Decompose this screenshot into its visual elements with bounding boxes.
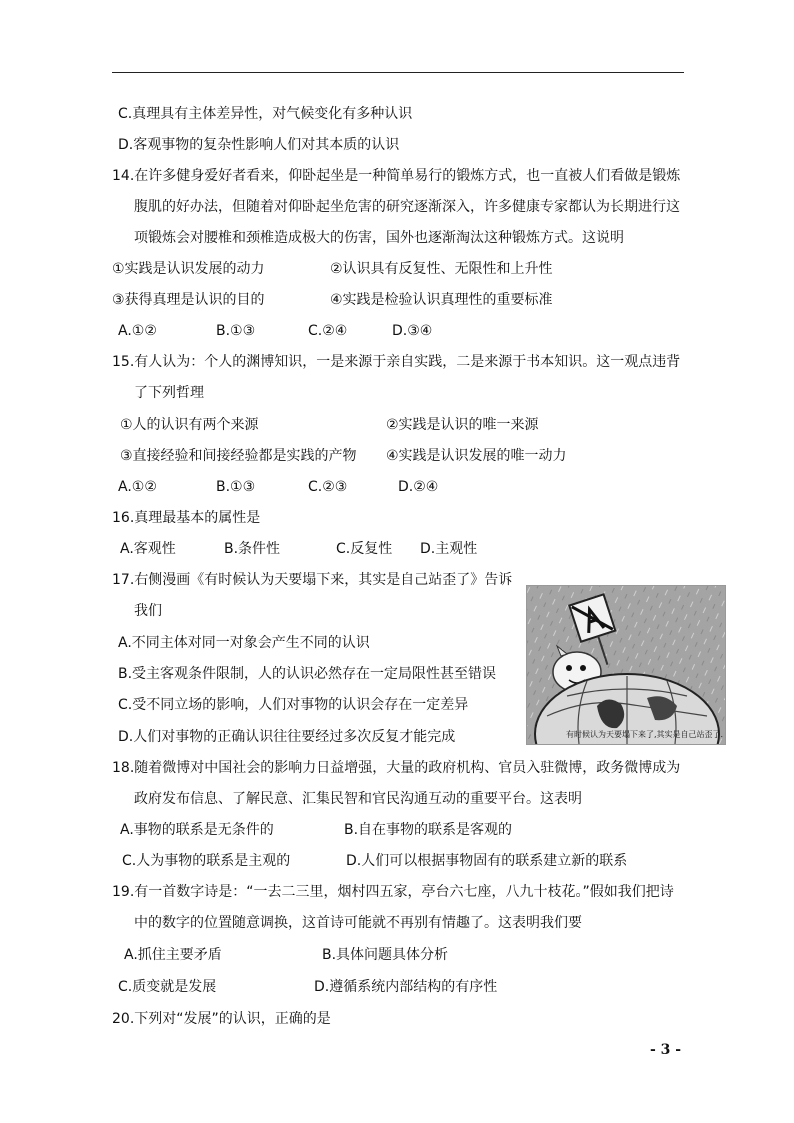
- option-19a: A.抓住主要矛盾: [124, 947, 222, 963]
- option-15a: A.①②: [118, 479, 157, 495]
- question-17-line-2: 我们: [134, 603, 162, 619]
- option-16d: D.主观性: [420, 541, 478, 557]
- statement-14-1: ①实践是认识发展的动力: [112, 261, 265, 277]
- question-14-line-3: 项锻炼会对腰椎和颈椎造成极大的伤害，国外也逐渐淘汰这种锻炼方式。这说明: [134, 230, 624, 246]
- option-17a: A.不同主体对同一对象会产生不同的认识: [118, 635, 370, 651]
- question-18-line-2: 政府发布信息、了解民意、汇集民智和官民沟通互动的重要平台。这表明: [134, 791, 582, 807]
- question-18-line-1: 18.随着微博对中国社会的影响力日益增强，大量的政府机构、官员入驻微博，政务微博成为: [112, 760, 681, 776]
- option-15c: C.②③: [308, 479, 348, 495]
- option-15d: D.②④: [398, 479, 439, 495]
- page-number: - 3 -: [650, 1042, 682, 1058]
- option-17b: B.受主客观条件限制，人的认识必然存在一定局限性甚至错误: [118, 666, 497, 682]
- statement-15-2: ②实践是认识的唯一来源: [386, 417, 539, 433]
- question-14-line-1: 14.在许多健身爱好者看来，仰卧起坐是一种简单易行的锻炼方式，也一直被人们看做是锻炼: [112, 168, 681, 184]
- cartoon-caption: 有时候认为天要塌下来了,其实是自己站歪了.: [566, 730, 724, 739]
- statement-15-3: ③直接经验和间接经验都是实践的产物: [120, 448, 357, 464]
- cartoon-drawing: [527, 586, 725, 744]
- header-rule: [112, 72, 684, 73]
- option-14c: C.②④: [308, 323, 348, 339]
- option-14a: A.①②: [118, 323, 157, 339]
- question-17-line-1: 17.右侧漫画《有时候认为天要塌下来，其实是自己站歪了》告诉: [112, 572, 513, 588]
- question-15-line-1: 15.有人认为：个人的渊博知识，一是来源于亲自实践，二是来源于书本知识。这一观点违背: [112, 354, 681, 370]
- option-17c: C.受不同立场的影响，人们对事物的认识会存在一定差异: [118, 697, 469, 713]
- option-16b: B.条件性: [224, 541, 281, 557]
- question-20: 20.下列对“发展”的认识，正确的是: [112, 1011, 331, 1027]
- cartoon-image: [526, 585, 726, 745]
- question-14-line-2: 腹肌的好办法，但随着对仰卧起坐危害的研究逐渐深入，许多健康专家都认为长期进行这: [134, 199, 680, 215]
- statement-14-4: ④实践是检验认识真理性的重要标准: [330, 292, 553, 308]
- option-19b: B.具体问题具体分析: [322, 947, 449, 963]
- question-19-line-2: 中的数字的位置随意调换，这首诗可能就不再别有情趣了。这表明我们要: [134, 915, 582, 931]
- statement-14-3: ③获得真理是认识的目的: [112, 292, 265, 308]
- option-14d: D.③④: [392, 323, 433, 339]
- option-18c: C.人为事物的联系是主观的: [122, 853, 291, 869]
- option-13d: D.客观事物的复杂性影响人们对其本质的认识: [118, 137, 400, 153]
- statement-15-4: ④实践是认识发展的唯一动力: [386, 448, 567, 464]
- statement-15-1: ①人的认识有两个来源: [120, 417, 259, 433]
- option-18d: D.人们可以根据事物固有的联系建立新的联系: [346, 853, 628, 869]
- option-16a: A.客观性: [120, 541, 176, 557]
- option-14b: B.①③: [216, 323, 256, 339]
- question-19-line-1: 19.有一首数字诗是：“一去二三里，烟村四五家，亭台六七座，八九十枝花。”假如我们把诗: [112, 884, 674, 900]
- option-17d: D.人们对事物的正确认识往往要经过多次反复才能完成: [118, 729, 456, 745]
- option-18a: A.事物的联系是无条件的: [120, 822, 274, 838]
- option-15b: B.①③: [216, 479, 256, 495]
- statement-14-2: ②认识具有反复性、无限性和上升性: [330, 261, 553, 277]
- question-16: 16.真理最基本的属性是: [112, 510, 261, 526]
- question-15-line-2: 了下列哲理: [134, 385, 204, 401]
- option-16c: C.反复性: [336, 541, 393, 557]
- option-19c: C.质变就是发展: [118, 979, 217, 995]
- option-13c: C.真理具有主体差异性，对气候变化有多种认识: [118, 106, 413, 122]
- option-19d: D.遵循系统内部结构的有序性: [314, 979, 498, 995]
- option-18b: B.自在事物的联系是客观的: [344, 822, 513, 838]
